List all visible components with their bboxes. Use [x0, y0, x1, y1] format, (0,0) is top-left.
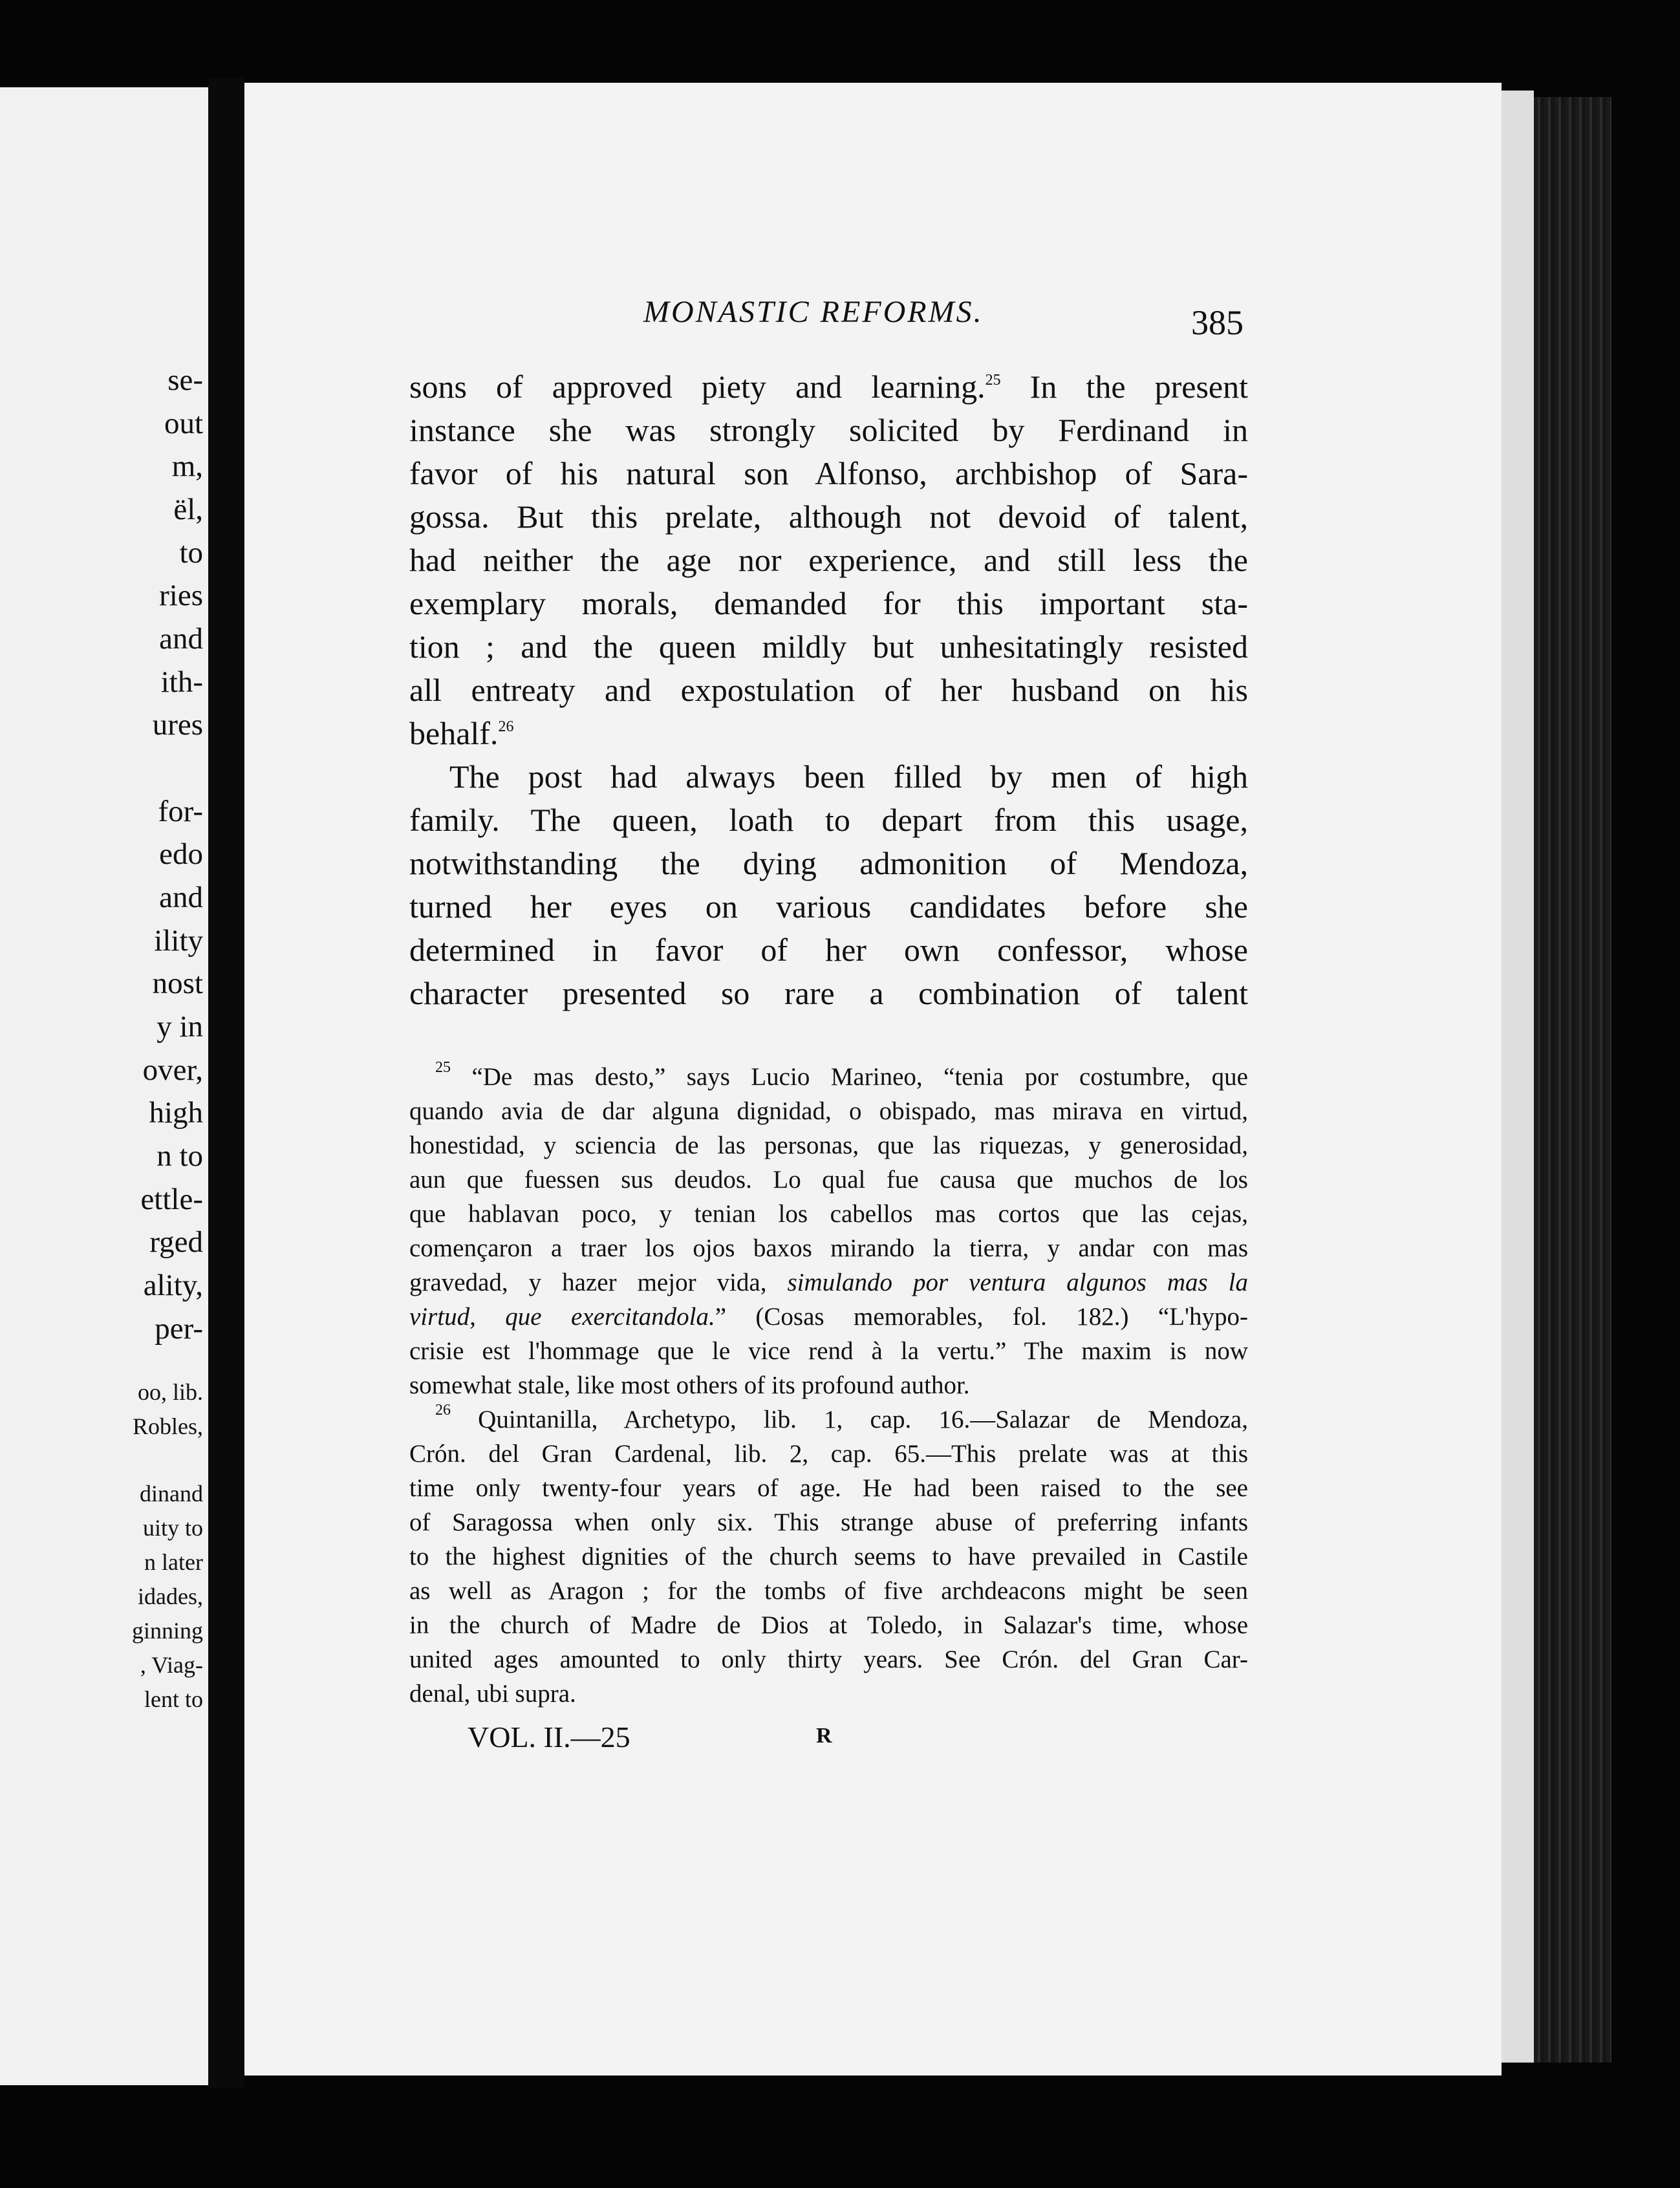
body-line-text: family. The queen, loath to depart from this usage, — [409, 802, 1248, 838]
footnote-italic-text: virtud, que exercitandola. — [409, 1303, 715, 1331]
page-number: 385 — [1191, 303, 1244, 342]
facing-page-fragment: and — [159, 622, 203, 656]
footnote-line — [409, 1163, 1248, 1197]
facing-page-fragment: ith- — [160, 665, 203, 699]
body-line — [409, 452, 1248, 495]
facing-page-fragment: ality, — [143, 1269, 203, 1302]
facing-page-note-fragment: Robles, — [132, 1413, 203, 1439]
page-edges — [1502, 91, 1534, 2063]
footnote-text: as well as Aragon ; for the tombs of five archdeacons might be seen — [409, 1577, 1248, 1605]
footnote-line — [409, 1643, 1248, 1677]
facing-page-fragment: rged — [149, 1225, 203, 1259]
facing-page-fragment: y in — [156, 1010, 203, 1044]
body-line — [409, 669, 1248, 711]
body-line-text: character presented so rare a combination of talent — [409, 975, 1248, 1011]
body-line — [409, 928, 1248, 971]
facing-page-fragment: nost — [152, 967, 203, 1000]
facing-page-fragment: and — [159, 881, 203, 914]
body-line-text: The post had always been filled by men of high — [449, 758, 1248, 795]
facing-page — [0, 87, 208, 2085]
body-line — [409, 712, 1248, 755]
footnote-line — [409, 1677, 1248, 1711]
footnote-line — [409, 1095, 1248, 1128]
facing-page-fragment: se- — [167, 363, 203, 397]
facing-page-fragment: ettle- — [140, 1183, 203, 1216]
body-line-text: notwithstanding the dying admonition of Mendoza, — [409, 845, 1248, 881]
footnote-text: in the church of Madre de Dios at Toledo, in Salazar's time, whose — [409, 1611, 1248, 1639]
body-line — [409, 972, 1248, 1014]
body-line — [409, 625, 1248, 668]
footnote-text: començaron a traer los ojos baxos mirando la tierra, y andar con mas — [409, 1234, 1248, 1262]
footnote-line — [409, 1540, 1248, 1574]
facing-page-note-fragment: lent to — [144, 1686, 203, 1712]
footnote-line — [409, 1300, 1248, 1334]
body-line — [409, 755, 1248, 798]
facing-page-fragment: ures — [152, 708, 203, 742]
body-line-text: determined in favor of her own confessor, whose — [409, 932, 1248, 968]
facing-page-fragment: edo — [159, 837, 203, 871]
footnote-text: united ages amounted to only thirty years. See Crón. del Gran Car- — [409, 1646, 1248, 1673]
body-line-text: In the present — [1000, 369, 1248, 405]
footnote-line — [409, 1266, 1248, 1300]
footnote-italic-text: simulando por ventura algunos mas la — [787, 1269, 1248, 1296]
footnote-text: ” (Cosas memorables, fol. 182.) “L'hypo- — [715, 1303, 1248, 1331]
footnote-line — [409, 1232, 1248, 1265]
footnote-text: que hablavan poco, y tenian los cabellos mas cortos que las cejas, — [409, 1200, 1248, 1228]
facing-page-fragment: high — [149, 1096, 203, 1130]
body-line-text: turned her eyes on various candidates before she — [409, 888, 1248, 925]
footnote-text: denal, ubi supra. — [409, 1680, 576, 1708]
footnote-text: “De mas desto,” says Lucio Marineo, “tenia por costumbre, que — [451, 1063, 1248, 1091]
facing-page-fragment: ries — [159, 579, 203, 612]
body-line-text: exemplary morals, demanded for this important sta- — [409, 585, 1248, 621]
facing-page-fragment: for- — [158, 795, 203, 828]
facing-page-fragment: n to — [156, 1139, 203, 1173]
footnote-text: to the highest dignities of the church seems to have prevailed in Castile — [409, 1543, 1248, 1571]
facing-page-note-fragment: ginning — [131, 1618, 203, 1644]
footnote-line — [409, 1609, 1248, 1642]
facing-page-note-fragment: oo, lib. — [137, 1379, 203, 1405]
body-line — [409, 365, 1248, 408]
body-line-text: tion ; and the queen mildly but unhesitatingly resisted — [409, 628, 1248, 665]
facing-page-note-fragment: , Viag- — [140, 1652, 203, 1678]
footnote-text: aun que fuessen sus deudos. Lo qual fue causa que muchos de los — [409, 1166, 1248, 1194]
facing-page-fragment: over, — [142, 1053, 203, 1087]
footnote-reference: 25 — [985, 372, 1001, 389]
facing-page-fragment: per- — [155, 1312, 203, 1346]
footnote-text: somewhat stale, like most others of its profound author. — [409, 1371, 970, 1399]
footnote-line — [409, 1472, 1248, 1505]
body-line — [409, 409, 1248, 451]
facing-page-note-fragment: uity to — [142, 1515, 203, 1541]
facing-page-note-fragment: dinand — [140, 1481, 203, 1507]
footnote-text: Quintanilla, Archetypo, lib. 1, cap. 16.—Salazar de Mendoza, — [451, 1406, 1248, 1433]
facing-page-fragment: out — [164, 407, 203, 440]
footnote-marker: 25 — [435, 1059, 451, 1076]
facing-page-fragment: m, — [171, 449, 203, 483]
footnote-text: honestidad, y sciencia de las personas, que las riquezas, y generosidad, — [409, 1132, 1248, 1159]
body-line-text: behalf. — [409, 715, 499, 751]
footnote-line — [409, 1437, 1248, 1471]
footnote-text: gravedad, y hazer mejor vida, — [409, 1269, 788, 1296]
body-line — [409, 799, 1248, 841]
body-line — [409, 582, 1248, 625]
facing-page-fragment: to — [179, 536, 203, 570]
facing-page-note-fragment: n later — [144, 1549, 203, 1575]
body-line — [409, 495, 1248, 538]
footnote-marker: 26 — [435, 1402, 451, 1419]
footnote-text: quando avia de dar alguna dignidad, o obispado, mas mirava en virtud, — [409, 1097, 1248, 1125]
body-line — [409, 539, 1248, 581]
facing-page-fragment: ël, — [173, 493, 203, 526]
body-line-text: gossa. But this prelate, although not devoid of talent, — [409, 499, 1248, 535]
footnote-text: of Saragossa when only six. This strange abuse of preferring infants — [409, 1508, 1248, 1536]
footnote-line — [409, 1335, 1248, 1368]
body-line-text: favor of his natural son Alfonso, archbishop of Sara- — [409, 455, 1248, 491]
footnote-line — [409, 1403, 1248, 1437]
body-line-text: sons of approved piety and learning. — [409, 369, 985, 405]
footnote-line — [409, 1506, 1248, 1539]
running-title: MONASTIC REFORMS. — [643, 295, 984, 329]
footnote-line — [409, 1574, 1248, 1608]
facing-page-note-fragment: idades, — [138, 1583, 203, 1609]
book-gutter — [208, 78, 244, 2088]
footnote-text: Crón. del Gran Cardenal, lib. 2, cap. 65.—This prelate was at this — [409, 1440, 1248, 1468]
body-line-text: instance she was strongly solicited by Ferdinand in — [409, 412, 1248, 448]
footnote-text: crisie est l'hommage que le vice rend à la vertu.” The maxim is now — [409, 1337, 1248, 1365]
footnote-line — [409, 1369, 1248, 1402]
body-line-text: had neither the age nor experience, and still less the — [409, 542, 1248, 578]
footnote-line — [409, 1197, 1248, 1231]
footnote-line — [409, 1060, 1248, 1094]
body-line-text: all entreaty and expostulation of her husband on his — [409, 672, 1248, 708]
volume-signature: VOL. II.—25 — [468, 1721, 630, 1754]
signature-mark: R — [816, 1724, 832, 1748]
body-line — [409, 842, 1248, 885]
footnote-text: time only twenty-four years of age. He had been raised to the see — [409, 1474, 1248, 1502]
footnote-line — [409, 1129, 1248, 1163]
facing-page-fragment: ility — [154, 924, 203, 958]
body-line — [409, 885, 1248, 928]
footnote-reference: 26 — [498, 718, 514, 735]
book-fore-edge — [1534, 97, 1611, 2063]
